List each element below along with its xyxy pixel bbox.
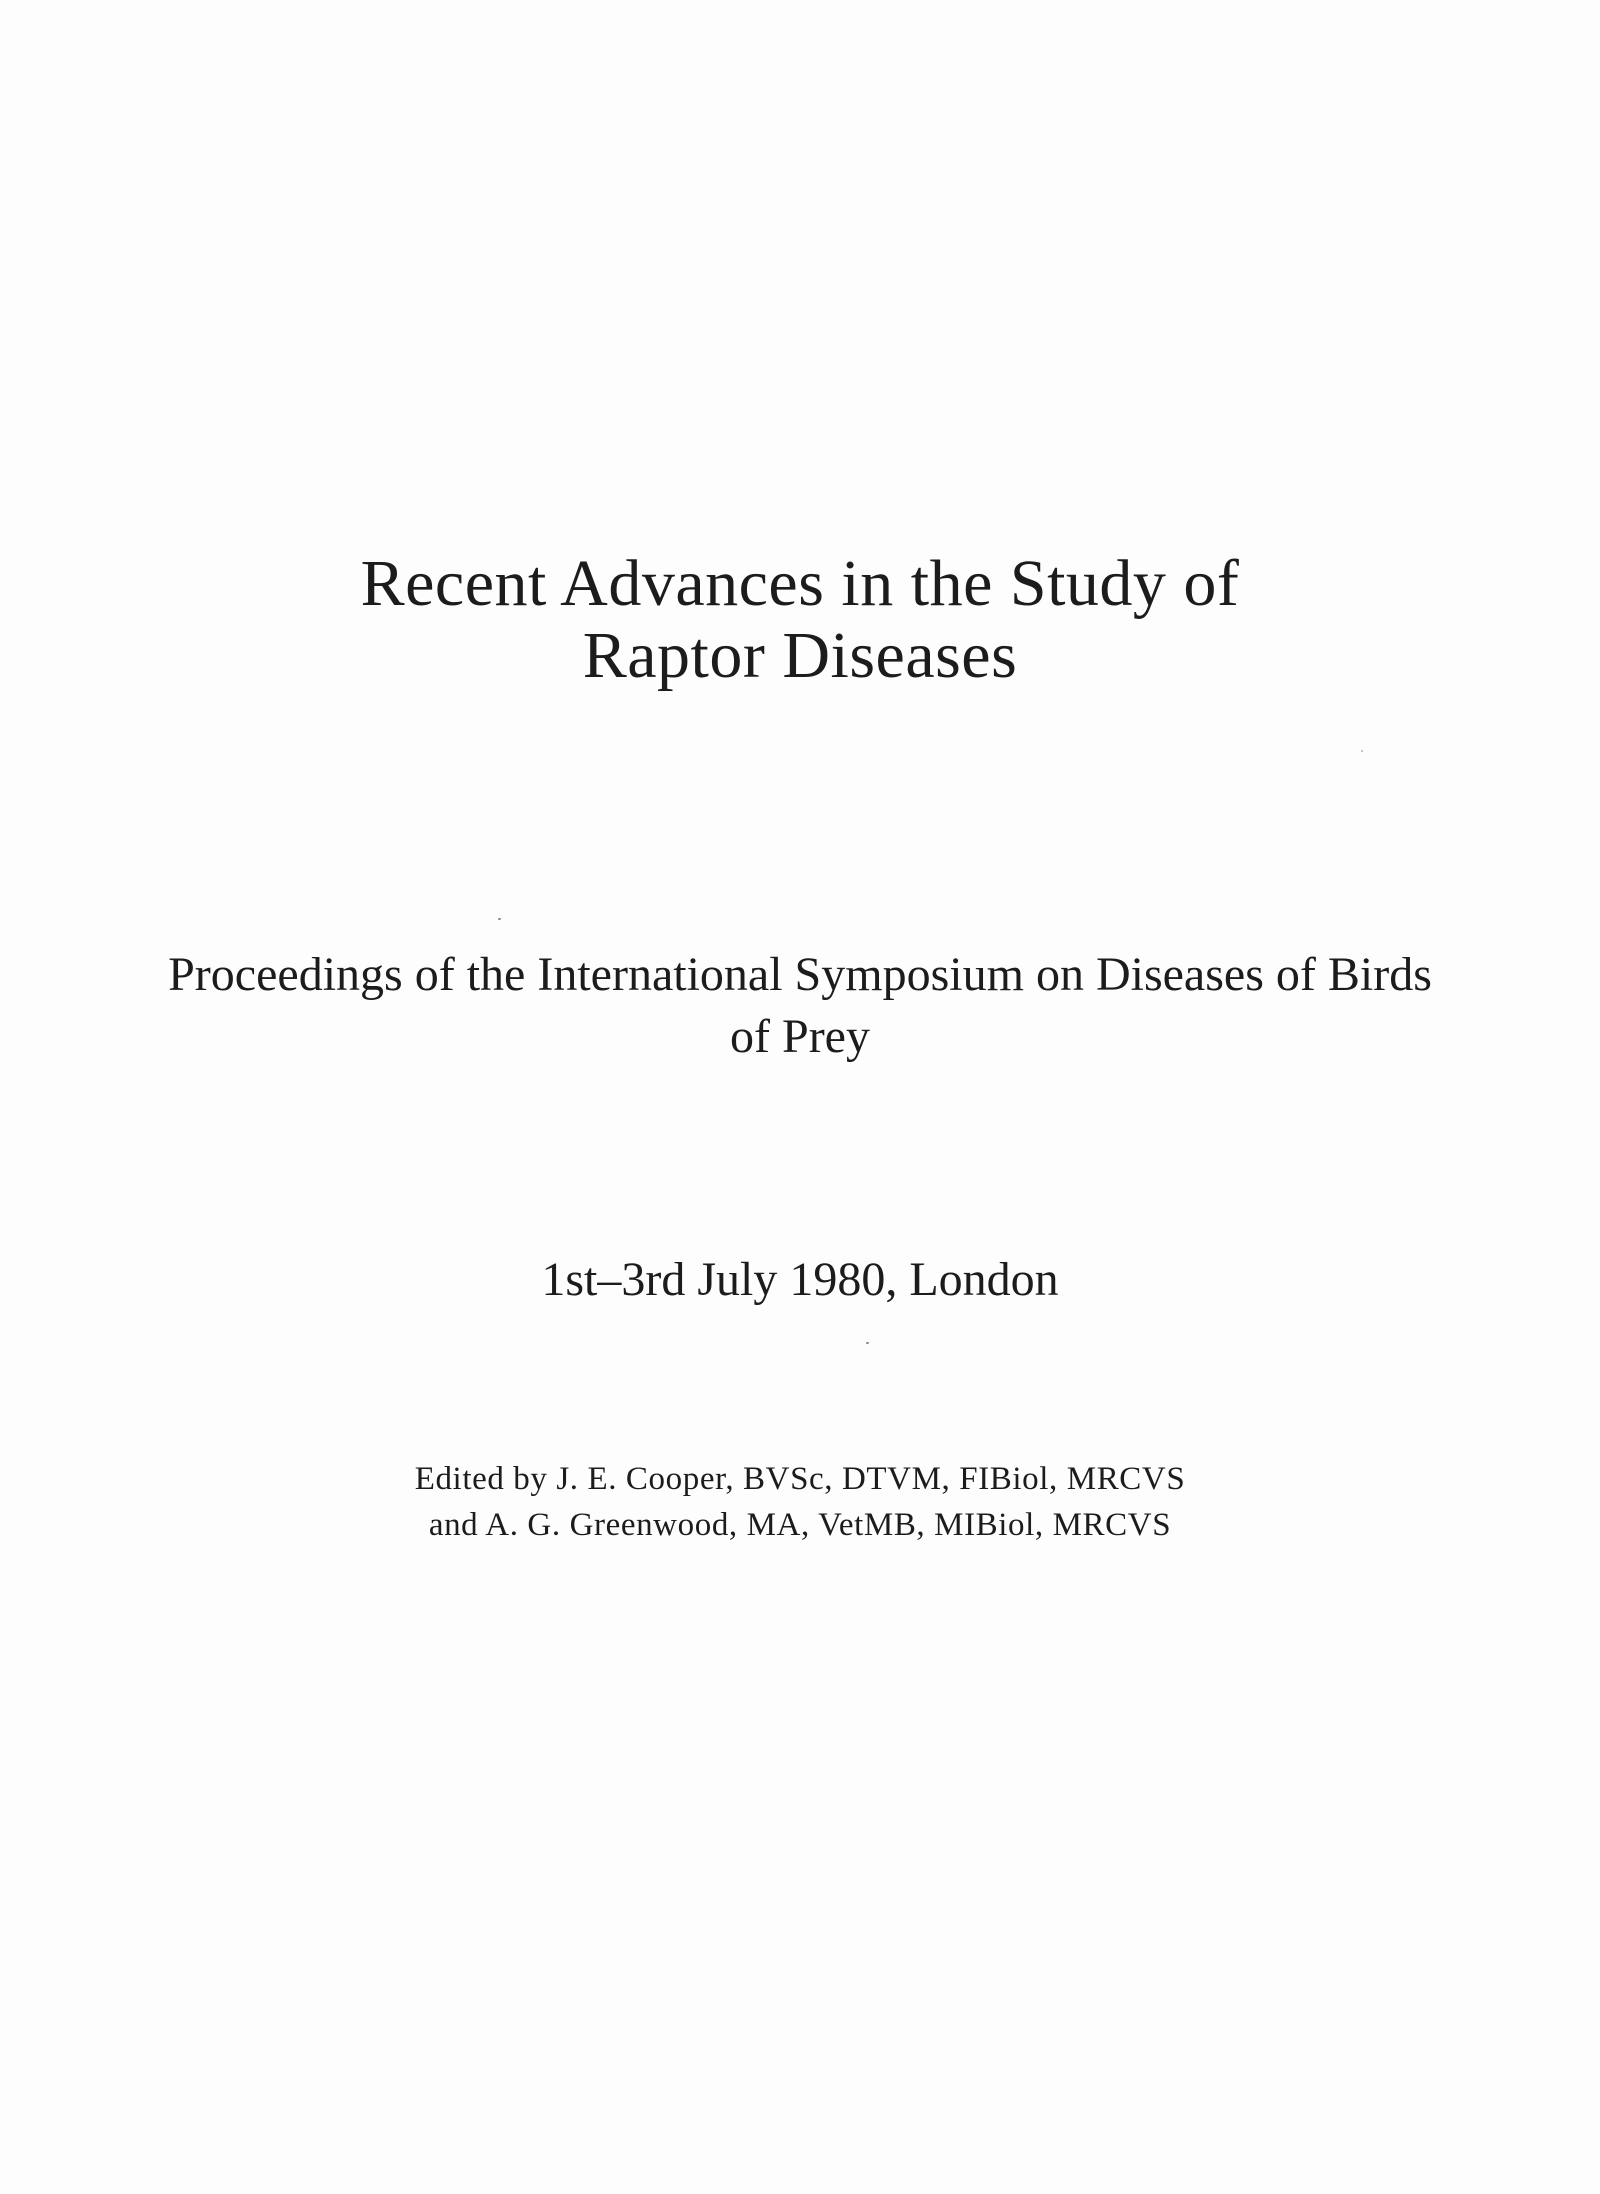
book-title-line-2: Raptor Diseases <box>582 619 1018 692</box>
book-title-line-1: Recent Advances in the Study of <box>360 547 1240 620</box>
paper-speck <box>1361 750 1363 752</box>
proceedings-subtitle-line-2: of Prey <box>730 1010 870 1063</box>
proceedings-subtitle-line-1: Proceedings of the International Symposium on Diseases of Birds <box>168 948 1432 1001</box>
editors-credit <box>0 1456 1600 1548</box>
proceedings-subtitle <box>0 944 1600 1068</box>
event-date: 1st–3rd July 1980, London <box>541 1253 1059 1306</box>
editors-credit-line-1: Edited by J. E. Cooper, BVSc, DTVM, FIBiol, MRCVS <box>414 1461 1186 1497</box>
editors-credit-line-2: and A. G. Greenwood, MA, VetMB, MIBiol, MRCVS <box>428 1507 1172 1543</box>
book-title <box>0 548 1600 692</box>
paper-speck <box>498 918 501 920</box>
paper-speck <box>866 1342 869 1344</box>
